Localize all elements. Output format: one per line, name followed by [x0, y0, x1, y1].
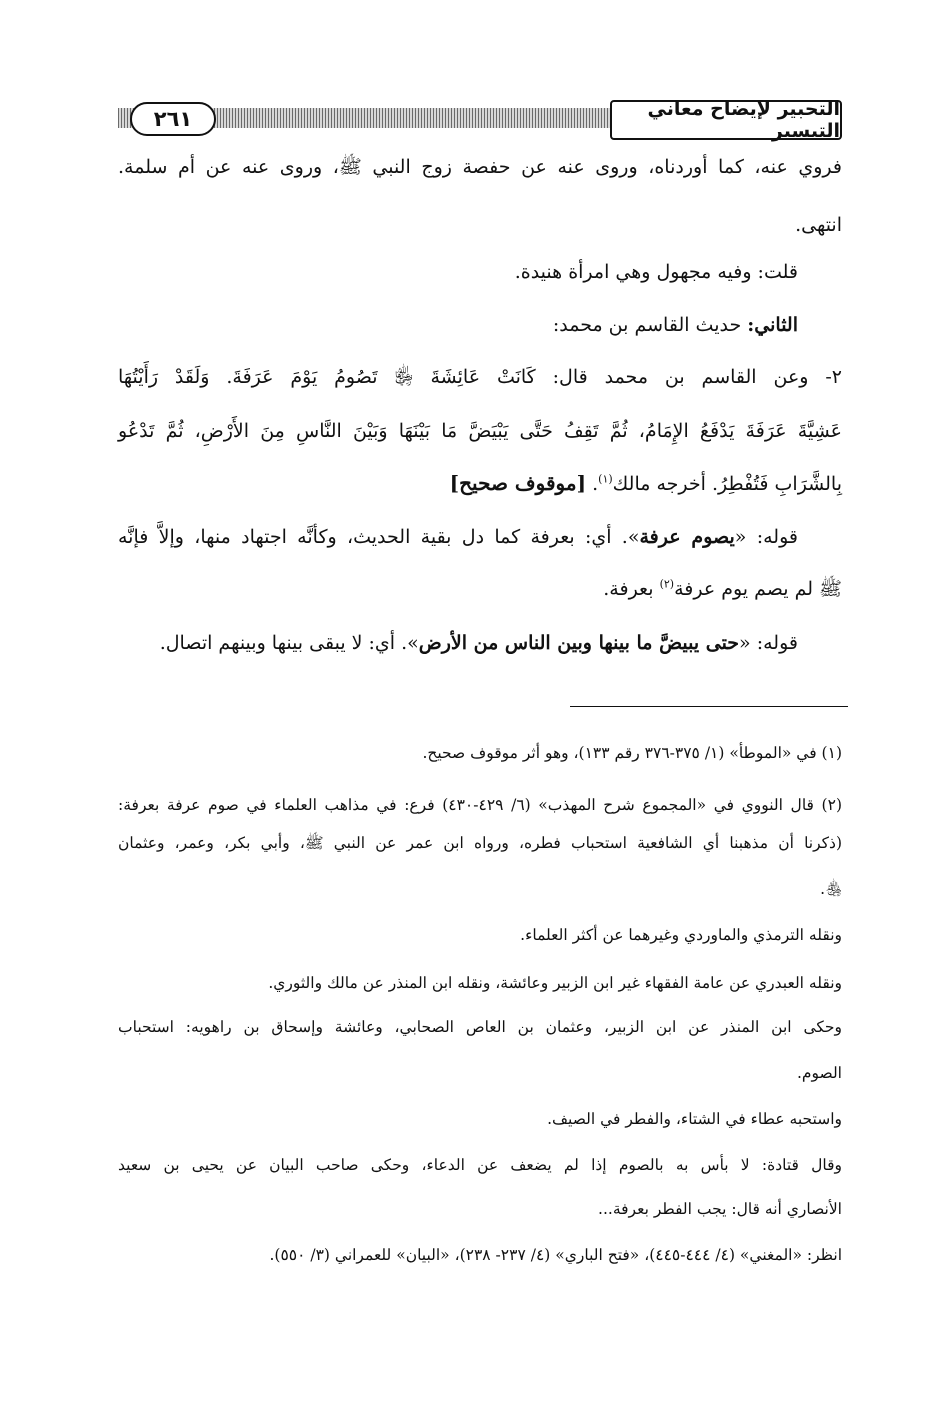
footnote-ref-2: (٢) — [659, 577, 675, 591]
section-label: الثاني: — [747, 314, 798, 336]
commentary-line: ﷺ لم يصم يوم عرفة$^{(٢)}$ بعرفة. — [603, 577, 842, 600]
footnote-2: (٢) قال النووي في «المجموع شرح المهذب» (٦/ ٤٢٩-٤٣٠) فرع: في مذاهب العلماء في صوم عرفة بعرفة: — [118, 796, 842, 814]
footnote-2-line: الصوم. — [796, 1064, 842, 1082]
page-header — [118, 100, 842, 146]
hadith-line: عَشِيَّةَ عَرَفَةَ يَدْفَعُ الإِمَامُ، ثُمَّ تَقِفُ حَتَّى يَبْيَضَّ مَا بَيْنَهَا وَبَيْنَ النَّاسِ مِنَ الأَرْضِ، ثُمَّ تَدْعُو — [118, 420, 842, 442]
footnote-2-line: ﵃. — [820, 880, 842, 898]
footnote-2-line: ونقله الترمذي والماوردي وغيرهما عن أكثر العلماء. — [520, 926, 842, 944]
text-line: فروي عنه، كما أوردناه، وروى عنه عن حفصة زوج النبي ﷺ، وروى عنه عن أم سلمة. — [118, 156, 842, 178]
hadith-line: ٢- وعن القاسم بن محمد قال: كَانَتْ عَائِشَةَ ﵂ تَصُومُ يَوْمَ عَرَفَةَ. وَلَقَدْ رَأَيْتُهَا — [118, 366, 842, 388]
grading-label: [موقوف صحيح] — [449, 471, 587, 495]
text-line: قلت: وفيه مجهول وهي امرأة هنيدة. — [514, 261, 798, 283]
footnote-2-line: واستحبه عطاء في الشتاء، والفطر في الصيف. — [547, 1110, 842, 1128]
quoted-phrase: يصوم عرفة — [639, 526, 735, 548]
page-number: ٢٦١ — [130, 102, 216, 136]
footnote-2-line: وقال قتادة: لا بأس به بالصوم إذا لم يضعف عن الدعاء، وحكى صاحب البيان عن يحيى بن سعيد — [118, 1156, 842, 1174]
quoted-phrase: حتى يبيضَّ ما بينها وبين الناس من الأرض — [418, 632, 740, 654]
footnote-1: (١) في «الموطأ» (١/ ٣٧٥-٣٧٦ رقم ١٣٣)، وهو أثر موقوف صحيح. — [422, 744, 842, 762]
footnote-2-line: (ذكرنا أن مذهبنا أي الشافعية استحباب فطره، ورواه ابن عمر عن النبي ﷺ، وأبي بكر، وعمر، وعثمان — [118, 834, 842, 852]
footnote-2-line: ونقله العبدري عن عامة الفقهاء غير ابن الزبير وعائشة، ونقله ابن المنذر عن مالك والثوري. — [268, 974, 842, 992]
commentary-line: قوله: «حتى يبيضَّ ما بينها وبين الناس من الأرض». أي: لا يبقى بينها وبينهم اتصال. — [159, 632, 798, 654]
text-line: انتهى. — [795, 214, 842, 236]
footnote-2-references: انظر: «المغني» (٤/ ٤٤٤-٤٤٥)، «فتح الباري» (٤/ ٢٣٧- ٢٣٨)، «البيان» للعمراني (٣/ ٥٥٠). — [269, 1246, 842, 1264]
footnote-ref-1: (١) — [598, 472, 613, 486]
section-heading: الثاني: حديث القاسم بن محمد: — [552, 314, 798, 336]
book-title: التحبير لإيضاح معاني التيسير — [610, 100, 842, 140]
footnote-separator — [570, 706, 848, 707]
footnote-2-line: وحكى ابن المنذر عن ابن الزبير، وعثمان بن العاص الصحابي، وعائشة وإسحاق بن راهويه: استحباب — [118, 1018, 842, 1036]
hadith-line: بِالشَّرَابِ فَتُفْطِرُ. أخرجه مالك$^{(١)}$. [موقوف صحيح] — [449, 471, 842, 495]
footnote-2-line: الأنصاري أنه قال: يجب الفطر بعرفة... — [598, 1200, 842, 1218]
commentary-line: قوله: «يصوم عرفة». أي: بعرفة كما دل بقية الحديث، وكأنَّه اجتهاد منها، وإلاَّ فإنَّه — [118, 526, 798, 548]
